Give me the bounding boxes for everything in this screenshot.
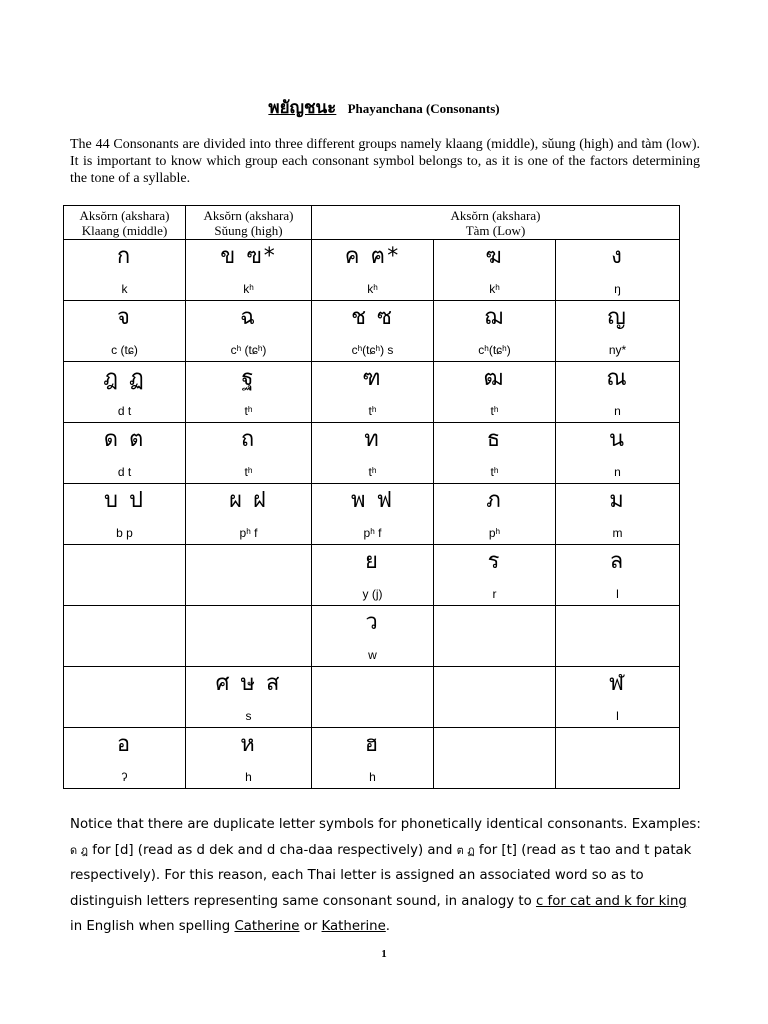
header-high (186, 206, 312, 240)
header-middle (64, 206, 186, 240)
consonant-romanization: m (612, 526, 623, 540)
table-row (64, 240, 680, 301)
consonant-cell (312, 301, 434, 362)
consonant-glyph: น (608, 427, 627, 452)
consonant-cell (556, 423, 680, 484)
notice-text-6: . (385, 919, 391, 934)
consonant-romanization: b p (116, 526, 133, 540)
consonant-glyph: บ ป (104, 488, 145, 513)
notice-thai-d: ด ฎ (70, 843, 89, 857)
consonant-cell (434, 301, 556, 362)
header-high-line2: Sǔung (high) (214, 222, 283, 238)
consonant-glyph: ฒ (483, 366, 506, 391)
consonant-cell (312, 606, 434, 667)
notice-text-1: Notice that there are duplicate letter symbols for phonetically identical consonants. Examples: (70, 817, 701, 832)
consonant-glyph: ฆ (485, 244, 504, 269)
table-row (64, 545, 680, 606)
consonant-romanization: tʰ (490, 404, 499, 418)
consonant-cell (64, 667, 186, 728)
consonant-glyph: ว (365, 610, 380, 635)
consonant-cell (64, 606, 186, 667)
table-row (64, 728, 680, 789)
consonant-romanization: pʰ f (363, 526, 382, 540)
table-row (64, 667, 680, 728)
consonant-romanization: pʰ (488, 526, 501, 540)
consonant-cell (186, 545, 312, 606)
consonant-cell (556, 301, 680, 362)
consonant-cell (186, 484, 312, 545)
consonant-cell (556, 667, 680, 728)
consonant-glyph: ร (487, 549, 502, 574)
consonant-romanization: h (245, 770, 252, 784)
intro-paragraph: The 44 Consonants are divided into three different groups namely klaang (middle), sǔung (high) and tàm (low). It is important to know which group each consonant symbol belongs to, as it is one of the factors determining the tone of a syllable. (70, 137, 700, 186)
consonant-glyph: ถ (240, 427, 257, 452)
consonant-romanization: tʰ (244, 404, 253, 418)
consonant-cell (434, 484, 556, 545)
consonant-romanization: d t (117, 465, 132, 479)
table-row (64, 484, 680, 545)
consonant-cell (64, 423, 186, 484)
consonant-cell (64, 728, 186, 789)
consonant-romanization: d t (117, 404, 132, 418)
notice-text-3: for [t] (read as t tao and t patak respectively). For this reason, each Thai letter is assigned an associated word so as to distinguish letters representing same consonant sound, in analogy to (70, 842, 692, 909)
consonant-cell (312, 423, 434, 484)
notice-text-5: or (299, 919, 322, 934)
consonant-glyph: ธ (486, 427, 503, 452)
consonant-romanization: l (616, 709, 619, 723)
consonant-cell (186, 423, 312, 484)
consonant-romanization: tʰ (368, 404, 377, 418)
consonant-cell (434, 728, 556, 789)
consonant-romanization: kʰ (243, 282, 254, 296)
consonant-cell (434, 545, 556, 606)
consonant-glyph: พ ฟ (350, 488, 395, 513)
consonant-cell (434, 240, 556, 301)
consonant-cell (186, 301, 312, 362)
consonant-cell (64, 240, 186, 301)
consonant-cell (556, 484, 680, 545)
consonant-cell (556, 728, 680, 789)
consonant-romanization: tʰ (490, 465, 499, 479)
header-low-line1: Aksŏrn (akshara) (450, 207, 541, 223)
consonant-glyph: ข ฃ* (220, 244, 277, 269)
consonant-cell (556, 240, 680, 301)
table-row (64, 423, 680, 484)
consonant-cell (434, 423, 556, 484)
consonant-cell (556, 362, 680, 423)
consonant-cell (312, 667, 434, 728)
consonant-cell (312, 545, 434, 606)
consonant-cell (64, 362, 186, 423)
consonant-glyph: ฎ ฏ (103, 366, 146, 391)
consonant-glyph: อ (116, 732, 133, 757)
title-thai: พยัญชนะ (268, 98, 337, 118)
consonant-cell (434, 667, 556, 728)
header-middle-line1: Aksŏrn (akshara) (79, 207, 170, 223)
page-number: 1 (381, 948, 387, 960)
table-row (64, 301, 680, 362)
consonant-cell (556, 606, 680, 667)
notice-underline-catherine: Catherine (234, 919, 300, 934)
consonant-glyph: ณ (606, 366, 629, 391)
consonant-glyph: ฬ (608, 671, 627, 696)
consonant-cell (64, 484, 186, 545)
consonant-romanization: pʰ f (239, 526, 258, 540)
consonant-romanization: ŋ (614, 282, 621, 296)
consonant-cell (186, 728, 312, 789)
consonant-romanization: s (245, 709, 252, 723)
notice-underline-katherine: Katherine (321, 919, 386, 934)
header-high-line1: Aksŏrn (akshara) (203, 207, 294, 223)
consonant-glyph: ท (364, 427, 381, 452)
consonant-romanization: cʰ(tɕʰ) (478, 343, 511, 357)
consonant-romanization: y (j) (362, 587, 383, 601)
consonant-cell (186, 667, 312, 728)
consonant-romanization: kʰ (367, 282, 378, 296)
page-title (0, 94, 768, 121)
consonant-glyph: ง (611, 244, 624, 269)
consonant-glyph: ฮ (364, 732, 381, 757)
consonant-glyph: ม (609, 488, 626, 513)
header-low (312, 206, 680, 240)
consonant-romanization: n (614, 404, 621, 418)
consonant-cell (64, 301, 186, 362)
consonant-romanization: n (614, 465, 621, 479)
consonant-glyph: ฑ (362, 366, 383, 391)
consonant-romanization: kʰ (489, 282, 500, 296)
consonant-glyph: ค ฅ* (344, 244, 401, 269)
consonant-cell (64, 545, 186, 606)
consonant-table (63, 205, 680, 789)
consonant-romanization: h (369, 770, 376, 784)
table-row (64, 362, 680, 423)
consonant-romanization: tʰ (368, 465, 377, 479)
consonant-glyph: ผ ฝ (229, 488, 268, 513)
consonant-cell (312, 728, 434, 789)
consonant-glyph: ภ (486, 488, 503, 513)
consonant-cell (312, 362, 434, 423)
title-english: Phayanchana (Consonants) (347, 101, 500, 116)
consonant-cell (312, 240, 434, 301)
consonant-romanization: tʰ (244, 465, 253, 479)
consonant-romanization: cʰ (tɕʰ) (230, 343, 267, 357)
consonant-cell (186, 240, 312, 301)
consonant-romanization: r (492, 587, 497, 601)
consonant-glyph: ฐ (241, 366, 256, 391)
consonant-glyph: ฉ (240, 305, 257, 330)
consonant-romanization: ʔ (121, 770, 128, 784)
consonant-romanization: ny* (608, 343, 627, 357)
consonant-glyph: ก (116, 244, 133, 269)
table-row (64, 606, 680, 667)
consonant-cell (186, 606, 312, 667)
header-middle-line2: Klaang (middle) (81, 222, 168, 238)
consonant-glyph: ช ซ (351, 305, 394, 330)
header-low-line2: Tàm (Low) (465, 222, 526, 238)
consonant-cell (312, 484, 434, 545)
consonant-romanization: cʰ(tɕʰ) s (351, 343, 394, 357)
consonant-romanization: l (616, 587, 619, 601)
consonant-glyph: ฌ (484, 305, 505, 330)
consonant-glyph: ห (240, 732, 257, 757)
consonant-glyph: ย (365, 549, 380, 574)
consonant-glyph: จ (117, 305, 132, 330)
consonant-cell (434, 362, 556, 423)
consonant-glyph: ศ ษ ส (215, 671, 282, 696)
consonant-romanization: c (tɕ) (111, 343, 138, 357)
notice-text-2: for [d] (read as d dek and d cha-daa respectively) and (88, 842, 457, 858)
consonant-glyph: ด ต (103, 427, 146, 452)
notice-paragraph (70, 812, 702, 940)
notice-thai-t: ต ฏ (456, 843, 475, 857)
consonant-cell (186, 362, 312, 423)
consonant-glyph: ญ (607, 305, 628, 330)
notice-text-4: in English when spelling (70, 919, 235, 934)
consonant-cell (556, 545, 680, 606)
consonant-romanization: k (121, 282, 128, 296)
notice-underline-cat-king: c for cat and k for king (535, 893, 687, 909)
consonant-glyph: ล (609, 549, 626, 574)
consonant-romanization: w (368, 648, 377, 662)
consonant-cell (434, 606, 556, 667)
